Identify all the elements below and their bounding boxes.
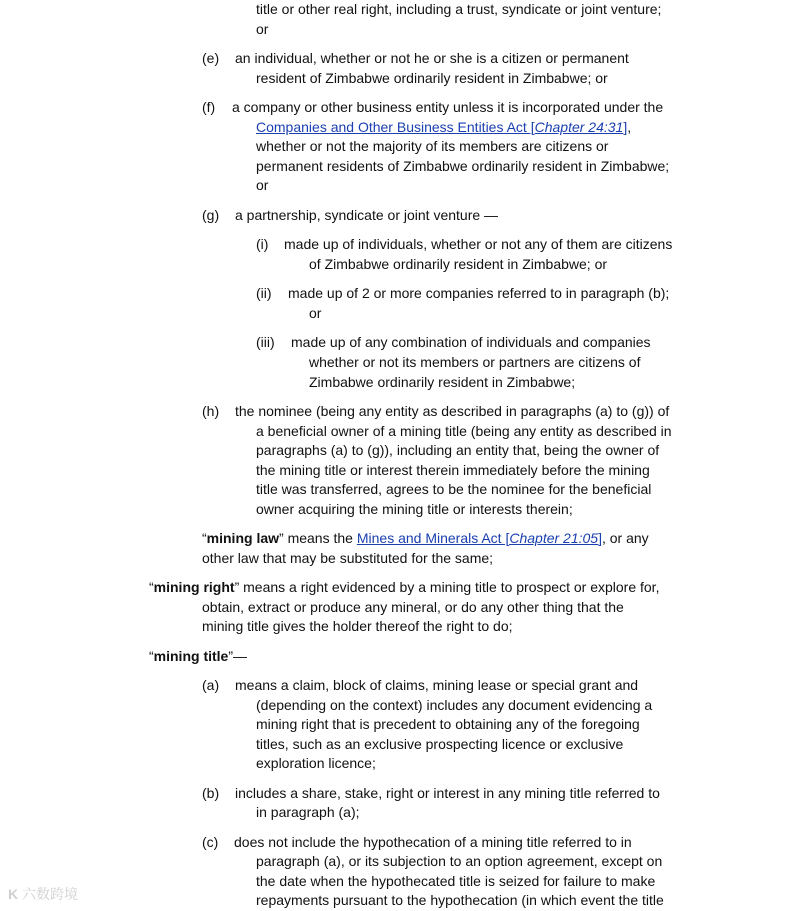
mining-title-heading bbox=[149, 647, 247, 667]
mining-right-close-quote: ” bbox=[234, 579, 240, 595]
mining-right-line-2: obtain, extract or produce any mineral, or do any other thing that the bbox=[202, 599, 624, 615]
item-g-ii-marker: (ii) bbox=[256, 285, 272, 301]
intro-line-2: or bbox=[256, 21, 269, 37]
item-g-iii-line-2: whether or not its members or partners are citizens of bbox=[309, 354, 641, 370]
mining-title-b-line-1: includes a share, stake, right or interest in any mining title referred to bbox=[235, 785, 660, 801]
item-e-line-1: an individual, whether or not he or she is a citizen or permanent bbox=[235, 50, 629, 66]
watermark-logo-icon: K bbox=[8, 886, 19, 902]
mining-title-c-line-2: paragraph (a), or its subjection to an option agreement, except on bbox=[256, 853, 663, 869]
mining-title-close-quote: ”— bbox=[228, 648, 248, 664]
item-h-line-2: a beneficial owner of a mining title (being any entity as described in bbox=[256, 423, 672, 439]
item-f-line-2 bbox=[256, 118, 631, 138]
item-h-line-4: the mining title or interest therein immediately before the mining bbox=[256, 462, 650, 478]
item-g-i-line-2: of Zimbabwe ordinarily resident in Zimbabwe; or bbox=[309, 256, 608, 272]
item-f-line-5: or bbox=[256, 177, 269, 193]
companies-act-after-link: , bbox=[627, 119, 632, 135]
mines-act-link-close: ] bbox=[598, 530, 602, 546]
watermark bbox=[8, 884, 78, 904]
mining-law-line-1 bbox=[202, 529, 649, 549]
mines-act-link-text: Mines and Minerals Act [ bbox=[356, 530, 510, 546]
item-e-line-2: resident of Zimbabwe ordinarily resident in Zimbabwe; or bbox=[256, 70, 608, 86]
mining-law-term: mining law bbox=[206, 530, 280, 546]
mining-law-after-link: , or any bbox=[601, 530, 649, 546]
item-h-line-6: owner acquiring the mining title or interests therein; bbox=[256, 501, 573, 517]
mining-title-b-marker: (b) bbox=[202, 785, 220, 801]
item-g-iii-line-1: made up of any combination of individuals and companies bbox=[291, 334, 651, 350]
mines-minerals-act-link[interactable] bbox=[357, 530, 602, 546]
item-g-iii-marker: (iii) bbox=[256, 334, 275, 350]
item-g-i-marker: (i) bbox=[256, 236, 269, 252]
mining-title-a-line-2: (depending on the context) includes any document evidencing a bbox=[256, 697, 653, 713]
item-h-line-1: the nominee (being any entity as described in paragraphs (a) to (g)) of bbox=[235, 403, 670, 419]
mining-title-c-marker: (c) bbox=[202, 834, 219, 850]
companies-act-link[interactable] bbox=[256, 119, 627, 135]
mining-title-c-line-4: repayments pursuant to the hypothecation (in which event the title bbox=[256, 892, 664, 908]
mining-title-a-marker: (a) bbox=[202, 677, 220, 693]
item-e-marker: (e) bbox=[202, 50, 220, 66]
mining-title-c-line-3: the date when the hypothecated title is seized for failure to make bbox=[256, 873, 656, 889]
companies-act-chapter: Chapter 24:31 bbox=[534, 119, 624, 135]
mining-title-a-line-3: mining right that is precedent to obtaining any of the foregoing bbox=[256, 716, 640, 732]
item-g-ii-line-1: made up of 2 or more companies referred to in paragraph (b); bbox=[288, 285, 670, 301]
item-h-line-3: paragraphs (a) to (g)), including an entity that, being the owner of bbox=[256, 442, 660, 458]
item-g-ii-line-2: or bbox=[309, 305, 322, 321]
item-g-marker: (g) bbox=[202, 207, 220, 223]
mining-title-open-quote: “ bbox=[149, 648, 154, 664]
item-f-line-1: a company or other business entity unless it is incorporated under the bbox=[232, 99, 664, 115]
watermark-brand-text: 六数跨境 bbox=[22, 886, 79, 902]
companies-act-link-text: Companies and Other Business Entities Act [ bbox=[256, 119, 535, 135]
mining-law-open-quote: “ bbox=[202, 530, 207, 546]
intro-line-1: title or other real right, including a trust, syndicate or joint venture; bbox=[256, 1, 662, 17]
mining-title-term: mining title bbox=[153, 648, 229, 664]
mining-right-text-1: means a right evidenced by a mining title to prospect or explore for, bbox=[239, 579, 660, 595]
mining-title-a-line-4: titles, such as an exclusive prospecting licence or exclusive bbox=[256, 736, 624, 752]
item-f-marker: (f) bbox=[202, 99, 216, 115]
mining-law-line-2: other law that may be substituted for the same; bbox=[202, 550, 494, 566]
item-g-line-1: a partnership, syndicate or joint venture — bbox=[235, 207, 499, 223]
item-g-i-line-1: made up of individuals, whether or not any of them are citizens bbox=[284, 236, 673, 252]
mining-title-c-line-1: does not include the hypothecation of a mining title referred to in bbox=[234, 834, 632, 850]
mining-right-line-1 bbox=[149, 578, 659, 598]
mines-act-chapter: Chapter 21:05 bbox=[509, 530, 599, 546]
mining-title-a-line-1: means a claim, block of claims, mining lease or special grant and bbox=[235, 677, 639, 693]
mining-title-a-line-5: exploration licence; bbox=[256, 755, 376, 771]
mining-right-line-3: mining title gives the holder thereof the right to do; bbox=[202, 618, 513, 634]
item-f-line-3: whether or not the majority of its members are citizens or bbox=[256, 138, 609, 154]
item-h-line-5: title was transferred, agrees to be the nominee for the beneficial bbox=[256, 481, 652, 497]
mining-right-term: mining right bbox=[153, 579, 235, 595]
mining-title-b-line-2: in paragraph (a); bbox=[256, 804, 360, 820]
companies-act-link-close: ] bbox=[623, 119, 628, 135]
mining-law-means: means the bbox=[283, 530, 357, 546]
mining-law-close-quote: ” bbox=[279, 530, 284, 546]
item-h-marker: (h) bbox=[202, 403, 220, 419]
mining-right-open-quote: “ bbox=[149, 579, 154, 595]
item-f-line-4: permanent residents of Zimbabwe ordinarily resident in Zimbabwe; bbox=[256, 158, 670, 174]
item-g-iii-line-3: Zimbabwe ordinarily resident in Zimbabwe; bbox=[309, 374, 576, 390]
